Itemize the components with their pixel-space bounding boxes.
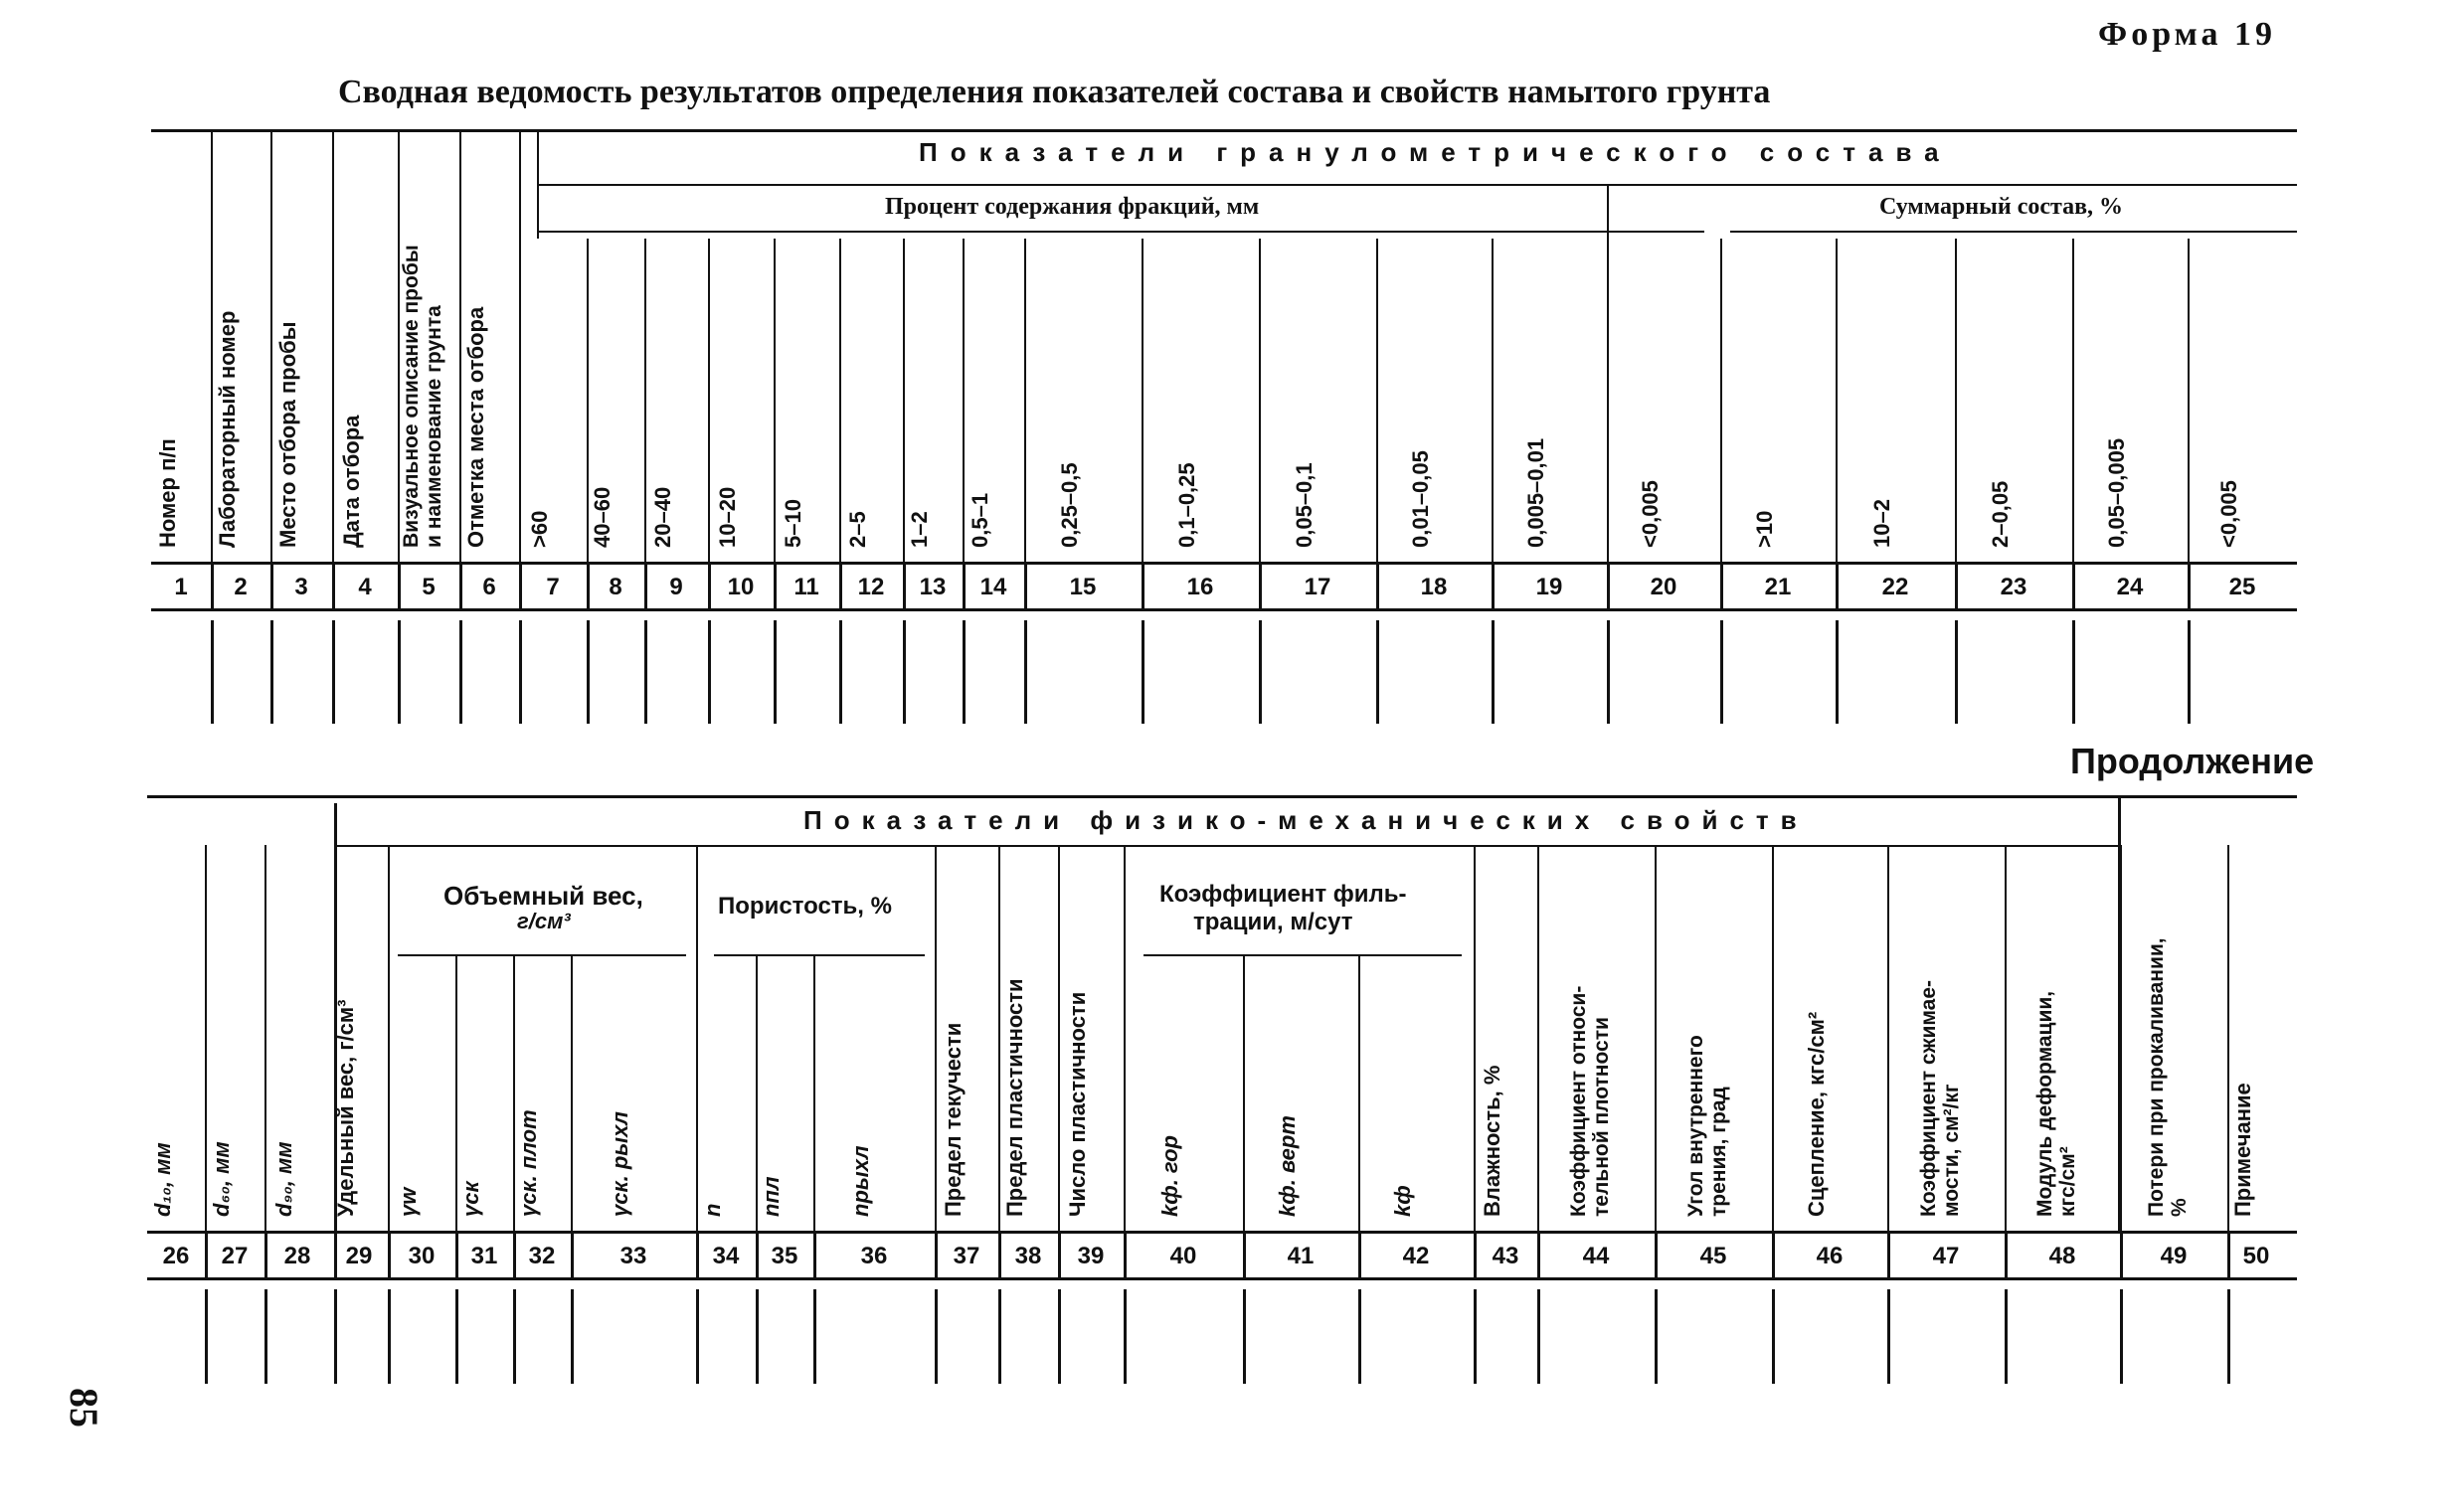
table2-col-rule-18	[1537, 845, 1539, 1231]
table2-col-number-text: 42	[1402, 1242, 1430, 1269]
table2-col-rule-11	[935, 845, 937, 1231]
table2-col-number-text: 33	[619, 1242, 647, 1269]
table1-col-number-text: 5	[422, 573, 436, 600]
filtration-header: Коэффициент филь-	[1159, 881, 1407, 908]
table2-col-number-text: 35	[771, 1242, 798, 1269]
table1-col-rule-12	[903, 239, 905, 562]
table2-col-rule-16	[1358, 954, 1360, 1231]
table1-col-rule-13	[963, 239, 965, 562]
table2-col-label-45-line2: трения, град	[1707, 1087, 1730, 1217]
bulk-weight-sub-rule	[398, 954, 686, 956]
table1-data-rule-11	[839, 620, 842, 724]
table2-col-rule-22	[2005, 845, 2007, 1231]
table1-col-number-13	[903, 566, 963, 608]
document-page: Форма 19 Сводная ведомость результатов определения показателей состава и свойств намытого грунта Продолжение 85 Показатели гранулометрического состава Процент содержания фракций, мм Суммарный состав, % Номер п/п 1 Лабораторный номер 2 Место отбора пробы 3 Дата отбора 4 Визуальное описание пробы и наименование грунта 5 Отметка места отбора 6 >60 7 40–60 8 20–40 9 10–20 10 5–10 11 2–5 12 1–2 13 0,5–1 14 0,25–0,5 15 0,1–0,25 16 0,05–0,1 17 0,01–0,05 18 0,005–0,01 19 <0,005 20 >10 21 10–2 22 2–0,05 23 0,05–0,005 24 <0,005 25 Показатели физико-механических свойств Объемный вес, г/см³ Пористость, % Коэффициент филь- трации, м/сут d₁₀, мм 26 d₆₀, мм 27 d₉₀, мм 28 Удельный вес, г/см³ 29 γw 30 γск 31 γск. плот 32 γск. рыхл 33 n 34 nпл 35 nрыхл 36 Предел текучести 37 Предел пластичности 38 Число пластичности 39 kф. гор 40 kф. верт 41 kф 42 Влажность, % 43 Коэффициент относи- тельной плотности 44 Угол внутреннего трения, град 45 Сцепление, кгс/см² 46 Коэффициент сжимае- мости, см²/кг 47 Модуль деформации, кгс/см² 48 Потери при прокаливании, % 49 Примечание 50	[62, 16, 2315, 1427]
table2-col-number-text: 29	[345, 1242, 373, 1269]
table1-col-label-4-text: Дата отбора	[339, 415, 364, 548]
table1-col-rule-23	[2072, 239, 2074, 562]
table2-data-rule-12	[998, 1289, 1001, 1384]
table1-data-rule-22	[1955, 620, 1958, 724]
table2-col-number-30	[388, 1235, 455, 1277]
table1-number-row-rule	[151, 608, 2297, 611]
table1-col-number-12	[839, 566, 903, 608]
table2-col-rule-21	[1887, 845, 1889, 1231]
table2-col-rule-2	[264, 845, 266, 1231]
table1-col-number-text: 1	[174, 573, 188, 600]
table1-col-rule-20	[1720, 239, 1722, 562]
table2-col-rule-1	[205, 845, 207, 1231]
table1-data-rule-16	[1259, 620, 1262, 724]
table1-col-label-7-text: >60	[527, 510, 552, 548]
table1-data-rule-5	[459, 620, 462, 724]
table1-col-label-5-line2: и наименование грунта	[423, 305, 445, 548]
table1-col-number-2	[211, 566, 270, 608]
table2-data-rule-1	[205, 1289, 208, 1384]
table2-col-number-46	[1772, 1235, 1887, 1277]
table1-data-rule-1	[211, 620, 214, 724]
table1-col-number-text: 7	[546, 573, 560, 600]
table2-col-label-47-line2: мости, см²/кг	[1940, 1084, 1963, 1217]
table1-col-label-10-text: 10–20	[715, 486, 740, 548]
table1-col-number-1	[151, 566, 211, 608]
table1-col-number-21	[1720, 566, 1836, 608]
summary-sub-rule	[1730, 231, 2297, 233]
table1-col-rule-17	[1376, 239, 1378, 562]
form-label: Форма 19	[2098, 16, 2277, 53]
table1-col-number-text: 22	[1881, 573, 1909, 600]
porosity-sub-rule	[714, 954, 925, 956]
table2-col-label-44-line2: тельной плотности	[1590, 1017, 1613, 1217]
table1-col-rule-16	[1259, 239, 1261, 562]
table1-col-label-19-text: 0,005–0,01	[1523, 437, 1548, 548]
table2-data-rule-9	[756, 1289, 759, 1384]
table2-col-number-47	[1887, 1235, 2005, 1277]
table2-col-number-text: 30	[408, 1242, 436, 1269]
table2-col-rule-20	[1772, 845, 1774, 1231]
table1-data-rule-7	[587, 620, 590, 724]
table1-col-label-5-text	[400, 245, 445, 548]
table1-col-label-14-text: 0,5–1	[968, 492, 992, 548]
table2-col-rule-14	[1124, 845, 1126, 1231]
table1-col-label-18-text: 0,01–0,05	[1408, 450, 1433, 548]
document-title: Сводная ведомость результатов определения показателей состава и свойств намытого грунта	[338, 74, 1771, 110]
table2-col-rule-13	[1058, 845, 1060, 1231]
table1-data-rule-17	[1376, 620, 1379, 724]
physmech-header: Показатели физико-механических свойств	[803, 805, 1809, 835]
table2-col-number-42	[1358, 1235, 1474, 1277]
table1-col-rule-14	[1024, 239, 1026, 562]
table1-col-number-9	[644, 566, 708, 608]
table1-col-number-4	[332, 566, 398, 608]
table2-col-number-38	[998, 1235, 1058, 1277]
table1-col-number-20	[1607, 566, 1720, 608]
table1-data-rule-15	[1142, 620, 1144, 724]
table1-data-rule-20	[1720, 620, 1723, 724]
table2-col-number-text: 27	[221, 1242, 249, 1269]
table2-data-rule-15	[1243, 1289, 1246, 1384]
continuation-label: Продолжение	[2070, 741, 2315, 781]
table1-col-label-2-text: Лабораторный номер	[215, 310, 240, 548]
table1-data-rule-10	[774, 620, 777, 724]
table1-col-number-text: 10	[727, 573, 755, 600]
table1-col-rule-21	[1836, 239, 1838, 562]
table1-col-number-text: 24	[2116, 573, 2144, 600]
table1-col-number-3	[270, 566, 332, 608]
table1-data-rule-14	[1024, 620, 1027, 724]
table1-col-number-19	[1492, 566, 1607, 608]
table2-data-rule-3	[334, 1289, 337, 1384]
table2-col-label-36-text: nрыхл	[848, 1145, 873, 1217]
table2-col-rule-19	[1655, 845, 1657, 1231]
table1-col-number-text: 2	[234, 573, 248, 600]
table2-col-label-41-text: kф. верт	[1275, 1115, 1300, 1217]
table2-col-label-43-text: Влажность, %	[1480, 1065, 1504, 1217]
table1-col-number-text: 11	[793, 573, 819, 600]
table1-data-rule-6	[519, 620, 522, 724]
table2-col-label-34-text: n	[700, 1203, 725, 1217]
table2-col-number-text: 31	[470, 1242, 498, 1269]
table2-data-rule-16	[1358, 1289, 1361, 1384]
table1-col-number-16	[1142, 566, 1259, 608]
table1-col-number-22	[1836, 566, 1955, 608]
table1-col-label-6-text: Отметка места отбора	[463, 306, 488, 548]
table1-col-label-12-text: 2–5	[845, 511, 870, 548]
summary-header: Суммарный состав, %	[1879, 194, 2124, 220]
table1-col-number-17	[1259, 566, 1376, 608]
table2-col-number-text: 39	[1077, 1242, 1105, 1269]
table2-col-label-39-text: Число пластичности	[1065, 991, 1090, 1217]
table2-col-number-44	[1537, 1235, 1655, 1277]
table1-col-label-22-text: 10–2	[1869, 499, 1894, 548]
table2-col-rule-5	[455, 954, 457, 1231]
table1-data-rule-18	[1492, 620, 1495, 724]
table2-col-label-49-line1: Потери при прокаливании,	[2145, 937, 2168, 1217]
table2-col-number-34	[696, 1235, 756, 1277]
table1-col-number-text: 17	[1304, 573, 1331, 600]
table1-col-rule-22	[1955, 239, 1957, 562]
table1-col-number-8	[587, 566, 644, 608]
table2-col-label-32-text: γск. плот	[516, 1109, 541, 1217]
table1-col-rule-9	[708, 239, 710, 562]
table1-col-rule-15	[1142, 239, 1144, 562]
table2-col-label-37-text: Предел текучести	[941, 1022, 966, 1217]
table1-col-rule-5	[459, 129, 461, 562]
table1-col-rule-1	[211, 129, 213, 562]
table2-col-rule-8	[696, 845, 698, 1231]
table1-col-label-5-line1: Визуальное описание пробы	[400, 245, 423, 548]
table2-data-rule-20	[1772, 1289, 1775, 1384]
table2-col-label-46-text: Сцепление, кгс/см²	[1804, 1011, 1829, 1217]
table1-col-number-text: 19	[1535, 573, 1563, 600]
table1-col-label-15-text: 0,25–0,5	[1057, 462, 1082, 548]
table2-col-number-48	[2005, 1235, 2120, 1277]
table2-col-label-47-line1: Коэффициент сжимае-	[1917, 979, 1940, 1217]
table1-col-rule-19	[1607, 184, 1609, 562]
table1-col-number-5	[398, 566, 459, 608]
granulometric-left-rule	[537, 129, 539, 239]
table1-col-number-text: 21	[1764, 573, 1792, 600]
table2-col-label-29-text: Удельный вес, г/см³	[333, 999, 358, 1217]
table2-data-rule-8	[696, 1289, 699, 1384]
table2-col-label-38-text: Предел пластичности	[1002, 978, 1027, 1217]
table1-col-number-11	[774, 566, 839, 608]
table1-col-number-24	[2072, 566, 2188, 608]
table2-col-number-text: 37	[953, 1242, 980, 1269]
table2-col-number-43	[1474, 1235, 1537, 1277]
table2-col-label-45-line1: Угол внутреннего	[1684, 1035, 1707, 1217]
table1-top-rule	[151, 129, 2297, 132]
table2-data-rule-23	[2120, 1289, 2123, 1384]
table2-col-label-40-text: kф. гор	[1157, 1135, 1182, 1217]
table2-col-number-26	[147, 1235, 205, 1277]
table1-col-number-text: 13	[919, 573, 947, 600]
table1-col-rule-11	[839, 239, 841, 562]
table1-col-number-text: 25	[2228, 573, 2256, 600]
table1-data-rule-3	[332, 620, 335, 724]
table2-data-rule-19	[1655, 1289, 1658, 1384]
table2-col-label-47-text	[1917, 980, 1963, 1217]
table2-col-number-27	[205, 1235, 264, 1277]
table2-col-number-text: 49	[2160, 1242, 2188, 1269]
table2-col-label-48-line1: Модуль деформации,	[2033, 990, 2056, 1217]
table1-col-number-10	[708, 566, 774, 608]
table1-col-label-17-text: 0,05–0,1	[1292, 462, 1317, 548]
table2-col-label-30-text: γw	[396, 1187, 421, 1217]
table1-col-rule-18	[1492, 239, 1494, 562]
table1-col-label-23-text: 2–0,05	[1988, 480, 2013, 548]
table2-col-number-text: 36	[860, 1242, 888, 1269]
granulometric-header: Показатели гранулометрического состава	[919, 137, 1952, 167]
table2-col-rule-23	[2120, 845, 2122, 1231]
table1-header-bottom-rule	[151, 562, 2297, 565]
table1-col-label-16-text: 0,1–0,25	[1174, 462, 1199, 548]
table2-col-number-40	[1124, 1235, 1243, 1277]
table1-col-number-14	[963, 566, 1024, 608]
table2-col-number-33	[571, 1235, 696, 1277]
table1-col-label-8-text: 40–60	[590, 486, 615, 548]
table1-col-rule-2	[270, 129, 272, 562]
table2-col-number-41	[1243, 1235, 1358, 1277]
table2-data-rule-2	[264, 1289, 267, 1384]
table2-col-number-text: 45	[1699, 1242, 1727, 1269]
table2-col-rule-7	[571, 954, 573, 1231]
table1-data-rule-4	[398, 620, 401, 724]
table2-col-label-27-text: d₆₀, мм	[209, 1141, 234, 1217]
table2-col-label-31-text: γск	[458, 1181, 483, 1217]
table2-col-rule-15	[1243, 954, 1245, 1231]
table2-col-number-text: 26	[162, 1242, 190, 1269]
table2-col-number-37	[935, 1235, 998, 1277]
table2-col-number-text: 50	[2242, 1242, 2270, 1269]
porosity-header: Пористость, %	[718, 893, 892, 920]
table2-col-number-29	[330, 1235, 388, 1277]
table1-col-number-6	[459, 566, 519, 608]
table2-data-rule-21	[1887, 1289, 1890, 1384]
filtration-header-2: трации, м/сут	[1193, 909, 1353, 935]
table2-data-rule-6	[513, 1289, 516, 1384]
table1-col-rule-8	[644, 239, 646, 562]
table2-col-rule-24	[2227, 845, 2229, 1231]
table1-col-label-3-text: Место отбора пробы	[275, 321, 300, 548]
table2-number-row-rule	[147, 1277, 2297, 1280]
table2-data-rule-17	[1474, 1289, 1477, 1384]
table2-col-label-48-line2: кгс/см²	[2056, 1146, 2079, 1217]
table2-col-number-50	[2227, 1235, 2285, 1277]
table2-col-number-32	[513, 1235, 571, 1277]
table1-col-label-13-text: 1–2	[907, 511, 932, 548]
table2-top-rule	[147, 795, 2297, 798]
table1-data-rule-23	[2072, 620, 2075, 724]
table1-col-number-text: 18	[1420, 573, 1448, 600]
table1-col-number-25	[2188, 566, 2297, 608]
table1-col-rule-24	[2188, 239, 2190, 562]
table1-col-label-11-text: 5–10	[781, 499, 805, 548]
table2-header-bottom-rule	[147, 1231, 2297, 1234]
table2-data-rule-18	[1537, 1289, 1540, 1384]
table2-col-label-49-text	[2145, 937, 2191, 1217]
table1-data-rule-9	[708, 620, 711, 724]
table1-col-label-21-text: >10	[1752, 510, 1777, 548]
table1-col-number-text: 4	[358, 573, 372, 600]
table1-col-label-20-text: <0,005	[1638, 480, 1663, 548]
table2-col-number-text: 40	[1169, 1242, 1197, 1269]
table2-col-rule-6	[513, 954, 515, 1231]
table1-col-number-7	[519, 566, 587, 608]
table2-col-number-text: 46	[1816, 1242, 1844, 1269]
table2-col-rule-4	[388, 845, 390, 1231]
table1-col-number-text: 16	[1186, 573, 1214, 600]
table1-data-rule-12	[903, 620, 906, 724]
table2-col-rule-12	[998, 845, 1000, 1231]
table2-col-rule-10	[813, 954, 815, 1231]
table1-col-number-text: 9	[669, 573, 683, 600]
table2-col-number-text: 47	[1932, 1242, 1960, 1269]
table1-col-rule-6	[519, 129, 521, 562]
table1-data-rule-24	[2188, 620, 2191, 724]
table2-col-label-49-line2: %	[2168, 1198, 2191, 1217]
table1-data-rule-13	[963, 620, 966, 724]
table1-col-number-text: 20	[1650, 573, 1677, 600]
table2-col-label-50-text: Примечание	[2230, 1083, 2255, 1217]
table2-col-label-45-text	[1684, 1035, 1730, 1217]
table2-col-number-39	[1058, 1235, 1124, 1277]
bulk-weight-header: Объемный вес,	[443, 881, 643, 911]
table2-col-number-45	[1655, 1235, 1772, 1277]
table1-col-number-text: 23	[2000, 573, 2027, 600]
table2-data-rule-10	[813, 1289, 816, 1384]
table1-col-number-15	[1024, 566, 1142, 608]
table2-col-number-28	[264, 1235, 330, 1277]
table2-col-label-35-text: nпл	[759, 1176, 784, 1217]
physmech-sub-rule	[334, 845, 2118, 847]
table2-col-number-35	[756, 1235, 813, 1277]
table1-data-rule-19	[1607, 620, 1610, 724]
table1-col-label-1-text: Номер п/п	[155, 438, 180, 548]
table1-col-number-text: 15	[1069, 573, 1097, 600]
table2-col-number-text: 38	[1014, 1242, 1042, 1269]
table1-col-number-text: 8	[609, 573, 622, 600]
table2-data-rule-7	[571, 1289, 574, 1384]
table2-col-number-36	[813, 1235, 935, 1277]
table1-col-number-23	[1955, 566, 2072, 608]
granulometric-sub-rule	[537, 184, 2297, 186]
table1-col-number-text: 3	[294, 573, 308, 600]
table2-col-label-26-text: d₁₀, мм	[150, 1142, 175, 1217]
table1-col-label-24-text: 0,05–0,005	[2104, 437, 2129, 548]
table2-col-label-28-text: d₉₀, мм	[271, 1141, 296, 1217]
fractions-header: Процент содержания фракций, мм	[885, 194, 1260, 220]
table2-data-rule-22	[2005, 1289, 2008, 1384]
table2-col-number-text: 32	[528, 1242, 556, 1269]
table2-col-number-text: 34	[712, 1242, 740, 1269]
table1-data-rule-21	[1836, 620, 1839, 724]
table2-col-number-31	[455, 1235, 513, 1277]
table2-col-number-text: 43	[1492, 1242, 1519, 1269]
table2-data-rule-13	[1058, 1289, 1061, 1384]
table2-col-number-text: 48	[2048, 1242, 2076, 1269]
table2-col-label-44-line1: Коэффициент относи-	[1567, 985, 1590, 1217]
bulk-weight-unit: г/см³	[517, 909, 571, 933]
table2-data-rule-5	[455, 1289, 458, 1384]
table2-data-rule-4	[388, 1289, 391, 1384]
table1-col-rule-10	[774, 239, 776, 562]
table2-col-number-text: 41	[1287, 1242, 1315, 1269]
table2-col-rule-17	[1474, 845, 1476, 1231]
table1-col-rule-7	[587, 239, 589, 562]
table1-data-rule-8	[644, 620, 647, 724]
table1-data-rule-2	[270, 620, 273, 724]
filtration-sub-rule	[1144, 954, 1462, 956]
table1-col-number-text: 14	[979, 573, 1007, 600]
table2-col-number-text: 28	[283, 1242, 311, 1269]
table2-col-number-49	[2120, 1235, 2227, 1277]
table2-col-rule-9	[756, 954, 758, 1231]
table2-col-label-48-text	[2033, 991, 2079, 1217]
table2-col-label-33-text: γск. рыхл	[608, 1111, 632, 1217]
table1-col-rule-3	[332, 129, 334, 562]
table1-col-number-18	[1376, 566, 1492, 608]
table2-col-label-44-text	[1567, 986, 1613, 1217]
table2-data-rule-11	[935, 1289, 938, 1384]
table2-data-rule-14	[1124, 1289, 1127, 1384]
fractions-sub-rule	[537, 231, 1704, 233]
table1-col-number-text: 12	[857, 573, 885, 600]
table2-col-number-text: 44	[1582, 1242, 1610, 1269]
table2-data-rule-24	[2227, 1289, 2230, 1384]
table1-col-label-25-text: <0,005	[2216, 480, 2241, 548]
table1-col-label-9-text: 20–40	[650, 486, 675, 548]
table1-col-number-text: 6	[482, 573, 496, 600]
table2-col-label-42-text: kф	[1390, 1185, 1415, 1217]
